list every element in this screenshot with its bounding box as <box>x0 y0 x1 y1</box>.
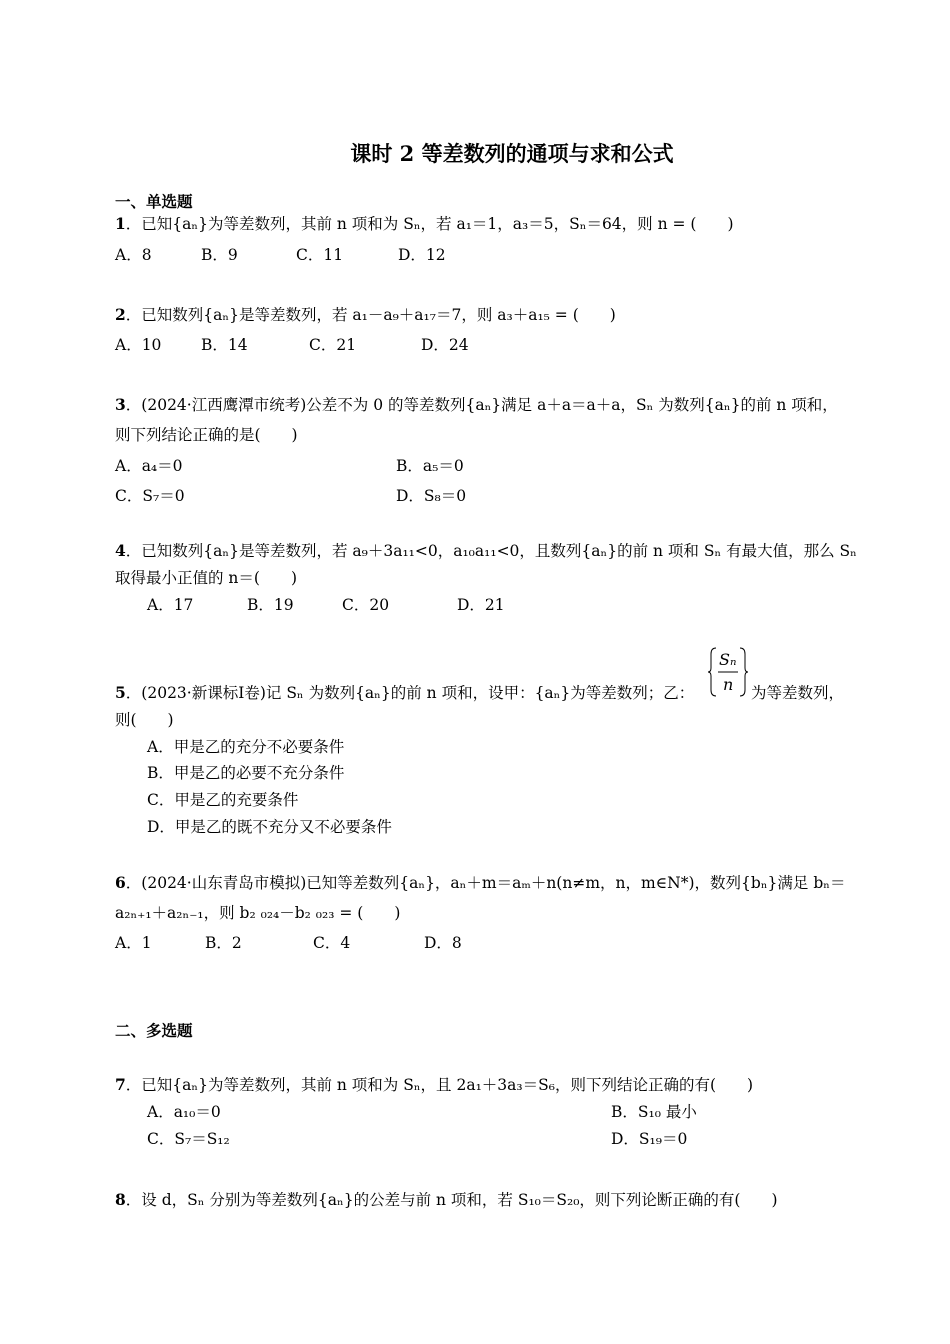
question-3-line-2: 则下列结论正确的是( ) <box>115 426 298 444</box>
q6-option-c: C．4 <box>313 934 351 952</box>
q7-option-c: C．S₇＝S₁₂ <box>147 1130 230 1148</box>
fraction-sn-over-n <box>708 646 748 698</box>
q1-option-c: C．11 <box>296 246 344 264</box>
q2-option-a: A．10 <box>115 336 162 354</box>
question-number: 1 <box>115 214 126 233</box>
question-6-line-2: a₂ₙ₊₁＋a₂ₙ₋₁，则 b₂ ₀₂₄－b₂ ₀₂₃ = ( ) <box>115 904 401 922</box>
q5-option-b: B．甲是乙的必要不充分条件 <box>147 764 345 782</box>
question-text-line-1: ．(2024·山东青岛市模拟)已知等差数列{aₙ}，aₙ＋m＝aₘ＋n(n≠m，n，m∈N*)，数列{bₙ}满足 bₙ＝ <box>125 874 846 892</box>
question-5 <box>115 683 694 703</box>
q6-option-a: A．1 <box>115 934 152 952</box>
question-number: 6 <box>115 873 126 892</box>
q1-option-d: D．12 <box>398 246 446 264</box>
q4-option-c: C．20 <box>342 596 390 614</box>
q4-option-a: A．17 <box>147 596 194 614</box>
question-text: ．已知{aₙ}为等差数列，其前 n 项和为 Sₙ，且 2a₁＋3a₃＝S₆，则下列结论正确的有( ) <box>125 1076 754 1094</box>
q7-option-a: A．a₁₀＝0 <box>147 1103 221 1121</box>
question-text: ．设 d，Sₙ 分别为等差数列{aₙ}的公差与前 n 项和，若 S₁₀＝S₂₀，则下列论断正确的有( ) <box>125 1191 778 1209</box>
q4-option-b: B．19 <box>247 596 294 614</box>
fraction-denominator: n <box>723 675 734 694</box>
question-text-line-1: ．(2024·江西鹰潭市统考)公差不为 0 的等差数列{aₙ}满足 a＋a＝a＋a，Sₙ 为数列{aₙ}的前 n 项和， <box>125 396 838 414</box>
fraction-numerator: Sₙ <box>719 650 737 669</box>
question-number: 5 <box>115 683 126 702</box>
question-5-line-2: 则( ) <box>115 711 174 729</box>
question-5-line-1-tail: 为等差数列， <box>751 684 845 702</box>
question-6 <box>115 873 845 893</box>
q3-option-a: A．a₄＝0 <box>115 457 183 475</box>
q4-option-d: D．21 <box>457 596 505 614</box>
q2-option-d: D．24 <box>421 336 469 354</box>
q1-option-a: A．8 <box>115 246 152 264</box>
page-title: 课时 2 等差数列的通项与求和公式 <box>350 141 674 166</box>
q3-option-c: C．S₇＝0 <box>115 487 185 505</box>
q5-option-c: C．甲是乙的充要条件 <box>147 791 299 809</box>
section-heading-multiple-choice: 二、多选题 <box>115 1021 193 1040</box>
question-number: 7 <box>115 1075 126 1094</box>
q2-option-b: B．14 <box>201 336 248 354</box>
question-3 <box>115 395 838 415</box>
question-number: 3 <box>115 395 126 414</box>
q2-option-c: C．21 <box>309 336 357 354</box>
q5-option-a: A．甲是乙的充分不必要条件 <box>147 738 345 756</box>
q3-option-d: D．S₈＝0 <box>396 487 467 505</box>
question-4-line-2: 取得最小正值的 n＝( ) <box>115 569 298 587</box>
question-text: ．已知数列{aₙ}是等差数列，若 a₁－a₉＋a₁₇＝7，则 a₃＋a₁₅ = ( ) <box>125 306 616 324</box>
question-number: 4 <box>115 541 126 560</box>
q1-option-b: B．9 <box>201 246 238 264</box>
question-2 <box>115 305 616 325</box>
question-8 <box>115 1190 778 1210</box>
q6-option-b: B．2 <box>205 934 242 952</box>
question-text-line-1: ．(2023·新课标Ⅰ卷)记 Sₙ 为数列{aₙ}的前 n 项和，设甲：{aₙ}为等差数列；乙： <box>125 684 695 702</box>
q6-option-d: D．8 <box>424 934 462 952</box>
q5-option-d: D．甲是乙的既不充分又不必要条件 <box>147 818 392 836</box>
section-heading-single-choice: 一、单选题 <box>115 192 193 211</box>
question-text: ．已知{aₙ}为等差数列，其前 n 项和为 Sₙ，若 a₁＝1，a₃＝5，Sₙ＝64，则 n = ( ) <box>125 215 734 233</box>
question-text-line-1: ．已知数列{aₙ}是等差数列，若 a₉＋3a₁₁<0，a₁₀a₁₁<0，且数列{aₙ}的前 n 项和 Sₙ 有最大值，那么 Sₙ <box>125 542 857 560</box>
question-number: 2 <box>115 305 126 324</box>
question-4 <box>115 541 857 561</box>
question-number: 8 <box>115 1190 126 1209</box>
question-7 <box>115 1075 753 1095</box>
q7-option-d: D．S₁₉＝0 <box>611 1130 688 1148</box>
q7-option-b: B．S₁₀ 最小 <box>611 1103 697 1121</box>
q3-option-b: B．a₅＝0 <box>396 457 464 475</box>
question-1 <box>115 214 734 234</box>
